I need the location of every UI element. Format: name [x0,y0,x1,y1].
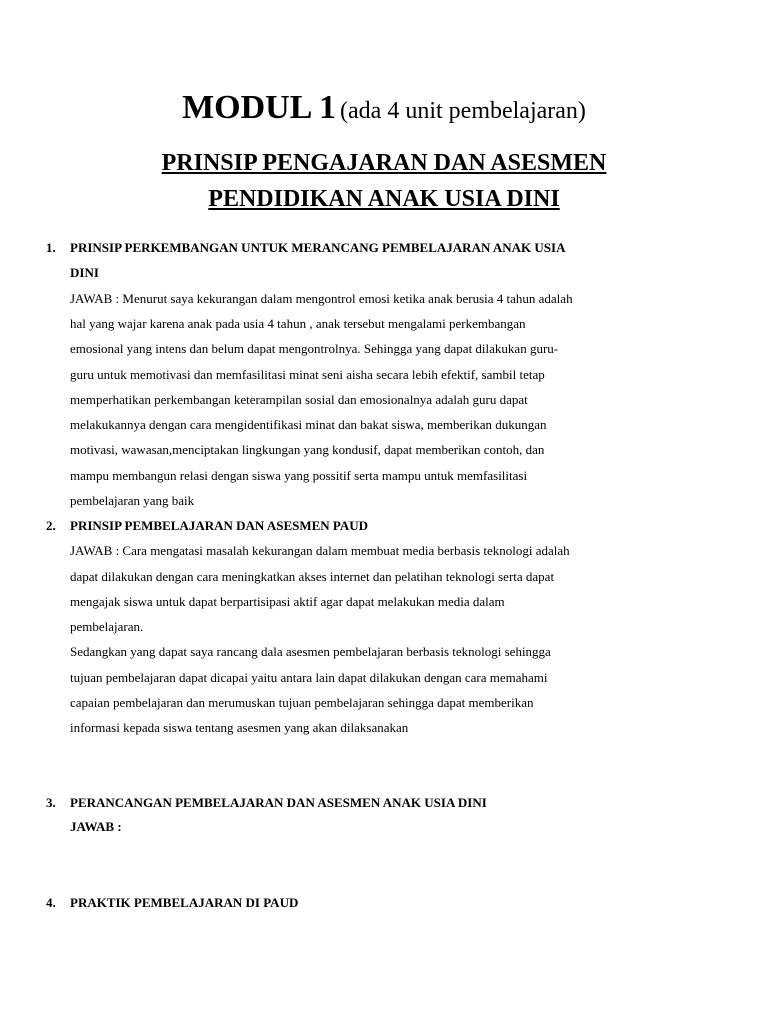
answer-line: memperhatikan perkembangan keterampilan sosial dan emosionalnya adalah guru dapat [70,392,528,407]
answer-line: tujuan pembelajaran dapat dicapai yaitu antara lain dapat dilakukan dengan cara memahami [70,670,548,685]
item-number: 2. [46,518,56,533]
item-number: 1. [46,240,56,255]
answer-line: emosional yang intens dan belum dapat mengontrolnya. Sehingga yang dapat dilakukan guru- [70,341,559,356]
item-heading-line-1: PERANCANGAN PEMBELAJARAN DAN ASESMEN ANAK USIA DINI [70,795,487,810]
answer-line: informasi kepada siswa tentang asesmen yang akan dilaksanakan [70,720,409,735]
answer-line: pembelajaran yang baik [70,493,195,508]
item-heading-line-1: PRINSIP PEMBELAJARAN DAN ASESMEN PAUD [70,518,369,533]
answer-line: mengajak siswa untuk dapat berpartisipasi aktif agar dapat melakukan media dalam [70,594,505,609]
page-title [0,88,768,134]
answer-line: dapat dilakukan dengan cara meningkatkan akses internet dan pelatihan teknologi serta dapat [70,569,555,584]
item-number: 3. [46,795,56,810]
answer-line: pembelajaran. [70,619,144,634]
document-subtitle [0,145,768,217]
title-sub: (ada 4 unit pembelajaran) [340,98,586,124]
answer-line: JAWAB : Menurut saya kekurangan dalam mengontrol emosi ketika anak berusia 4 tahun adalah [70,291,573,306]
item-heading-line-1: PRAKTIK PEMBELAJARAN DI PAUD [70,895,299,910]
answer-line: motivasi, wawasan,menciptakan lingkungan yang kondusif, dapat memberikan contoh, dan [70,442,545,457]
answer-line: hal yang wajar karena anak pada usia 4 tahun , anak tersebut mengalami perkembangan [70,316,526,331]
answer-line: JAWAB : Cara mengatasi masalah kekurangan dalam membuat media berbasis teknologi adalah [70,543,570,558]
answer-line: capaian pembelajaran dan merumuskan tujuan pembelajaran sehingga dapat memberikan [70,695,534,710]
subtitle-line-2: PENDIDIKAN ANAK USIA DINI [208,186,560,212]
item-heading-line-1: PRINSIP PERKEMBANGAN UNTUK MERANCANG PEMBELAJARAN ANAK USIA [70,240,566,255]
title-main: MODUL 1 [182,89,337,126]
answer-line: guru untuk memotivasi dan memfasilitasi minat seni aisha secara lebih efektif, sambil tetap [70,367,545,382]
item-heading-line-2: DINI [70,265,99,280]
subtitle-line-1: PRINSIP PENGAJARAN DAN ASESMEN [161,150,607,176]
answer-line: Sedangkan yang dapat saya rancang dala asesmen pembelajaran berbasis teknologi sehingga [70,644,551,659]
answer-label: JAWAB : [70,819,122,834]
answer-line: melakukannya dengan cara mengidentifikasi minat dan bakat siswa, memberikan dukungan [70,417,547,432]
item-number: 4. [46,895,56,910]
answer-line: mampu membangun relasi dengan siswa yang possitif serta mampu untuk memfasilitasi [70,468,528,483]
